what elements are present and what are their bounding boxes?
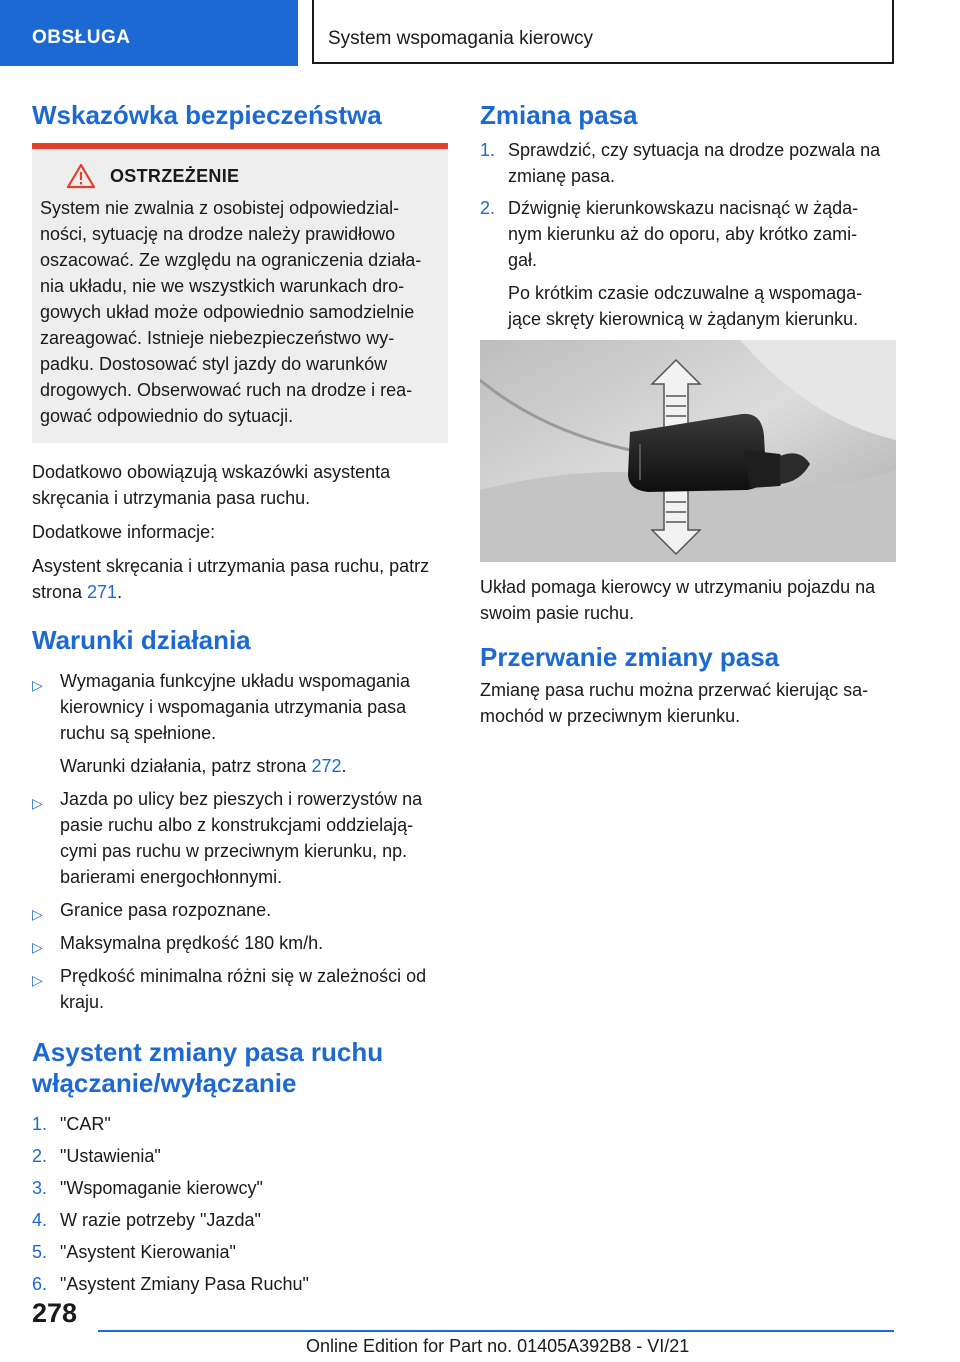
list-item: 3. "Wspomaganie kierowcy" [32, 1178, 263, 1198]
triangle-bullet-icon: ▷ [32, 906, 43, 922]
edition-info: Online Edition for Part no. 01405A392B8 - VI/21 [306, 1336, 690, 1356]
warning-box [32, 143, 448, 443]
chapter-title: System wspomagania kierowcy [328, 28, 594, 49]
triangle-bullet-icon: ▷ [32, 795, 43, 811]
warning-header [40, 163, 436, 189]
triangle-bullet-icon: ▷ [32, 972, 43, 988]
list-item: ▷ Maksymalna prędkość 180 km/h. [32, 930, 448, 956]
page-link-271[interactable]: 271 [87, 582, 118, 602]
abort-text: Zmianę pasa ruchu można przerwać kierując sa- mochód w przeciwnym kierunku. [480, 680, 869, 726]
lane-change-steps [480, 137, 896, 332]
step-note: Po krótkim czasie odczuwalne ą wspomaga- jące skręty kierownicą w żądanym kierunku. [508, 283, 863, 329]
left-column [32, 100, 448, 1313]
conditions-heading: Warunki działania [32, 625, 251, 655]
toggle-heading: Asystent zmiany pasa ruchu włączanie/wyłączanie [32, 1037, 384, 1098]
warning-text: System nie zwalnia z osobistej odpowiedzial- ności, sytuację na drodze należy prawidłowo oszacować. Ze względu na ograniczenia działa- nia układu, nie we wszystkich warunkach dro- gowych układ może odpowiednio samodzielnie zareagować. Istnieje niebezpieczeństwo wy- padku. Dostosować styl jazdy do warunków drogowych. Obserwować ruch na drodze i rea- gować odpowiednio do sytuacji. [40, 198, 422, 426]
reference-paragraph: Asystent skręcania i utrzymania pasa ruchu, patrz strona 271. [32, 556, 430, 602]
footer-divider [98, 1330, 894, 1332]
page-header [0, 0, 960, 66]
chapter-title-box [312, 0, 894, 64]
page-link-272[interactable]: 272 [311, 756, 342, 776]
warning-title: OSTRZEŻENIE [110, 165, 240, 186]
list-item: 1. "CAR" [32, 1114, 111, 1134]
safety-heading: Wskazówka bezpieczeństwa [32, 100, 382, 130]
right-column [480, 100, 896, 737]
list-item: ▷ Jazda po ulicy bez pieszych i rowerzystów na pasie ruchu albo z konstrukcjami oddzielają- cymi pas ruchu w przeciwnym kierunku, np. barierami energochłonnymi. [32, 789, 423, 887]
conditions-list [32, 668, 448, 1015]
section-label: OBSŁUGA [32, 27, 131, 48]
additional-info-label: Dodatkowe informacje: [32, 522, 216, 542]
conditions-reference: Warunki działania, patrz strona 272. [60, 756, 347, 776]
image-caption: Układ pomaga kierowcy w utrzymaniu pojazdu na swoim pasie ruchu. [480, 577, 876, 623]
turn-signal-lever-image [480, 340, 896, 562]
list-item: 2. "Ustawienia" [32, 1146, 161, 1166]
page-number: 278 [32, 1298, 78, 1328]
section-tab [0, 0, 298, 66]
list-item: 5. "Asystent Kierowania" [32, 1242, 236, 1262]
list-item: 4. W razie potrzeby "Jazda" [32, 1210, 261, 1230]
list-item: ▷ Wymagania funkcyjne układu wspomagania kierownicy i wspomagania utrzymania pasa ruchu są spełnione. Warunki działania, patrz strona 272. [32, 668, 448, 779]
list-item: 6. "Asystent Zmiany Pasa Ruchu" [32, 1274, 309, 1294]
list-item: 1. Sprawdzić, czy sytuacja na drodze pozwala na zmianę pasa. [480, 140, 881, 186]
list-item: ▷ Prędkość minimalna różni się w zależności od kraju. [32, 966, 427, 1012]
list-item: 2. Dźwignię kierunkowskazu nacisnąć w żąda- nym kierunku aż do oporu, aby krótko zami- gał. Po krótkim czasie odczuwalne ą wspomaga- jące skręty kierownicą w żądanym kierunku. [480, 195, 896, 332]
triangle-bullet-icon: ▷ [32, 677, 43, 693]
list-item: ▷ Granice pasa rozpoznane. [32, 897, 448, 923]
additional-notes-paragraph: Dodatkowo obowiązują wskazówki asystenta skręcania i utrzymania pasa ruchu. [32, 462, 391, 508]
toggle-steps-list [32, 1111, 448, 1297]
lane-change-heading: Zmiana pasa [480, 100, 638, 130]
abort-heading: Przerwanie zmiany pasa [480, 642, 780, 672]
triangle-bullet-icon: ▷ [32, 939, 43, 955]
warning-triangle-icon [66, 163, 96, 189]
